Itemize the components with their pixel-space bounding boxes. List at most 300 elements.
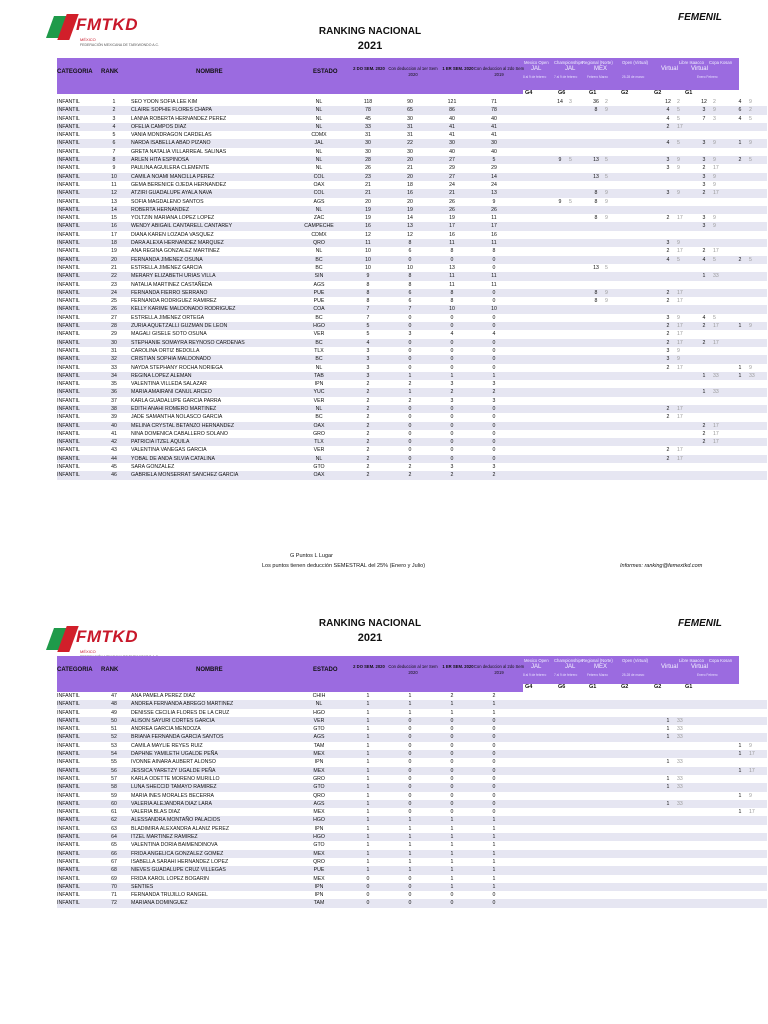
table-cell: [623, 767, 641, 775]
table-cell: CAMPECHE: [291, 222, 347, 230]
table-cell: 2: [659, 297, 677, 305]
spacer-cell: [515, 372, 551, 380]
table-cell: [623, 388, 641, 396]
table-cell: 3: [389, 330, 431, 338]
table-cell: CAMILA NOAMI MANCILLA PEREZ: [131, 173, 291, 181]
spacer-cell: [515, 98, 551, 106]
table-cell: [587, 825, 605, 833]
table-cell: [695, 305, 713, 313]
table-cell: [551, 247, 569, 255]
table-cell: DENISSE CECILIA FLORES DE LA CRUZ: [131, 709, 291, 717]
table-cell: 5: [749, 156, 767, 164]
table-cell: 1: [347, 725, 389, 733]
table-cell: [731, 783, 749, 791]
table-cell: [641, 264, 659, 272]
table-cell: [731, 189, 749, 197]
table-cell: [641, 816, 659, 824]
table-cell: 0: [473, 891, 515, 899]
table-cell: [605, 858, 623, 866]
table-cell: 50: [97, 717, 131, 725]
table-cell: FERNANDA RODRIGUEZ RAMIREZ: [131, 297, 291, 305]
table-row: [57, 858, 767, 866]
table-cell: CDMX: [291, 131, 347, 139]
spacer-cell: [515, 816, 551, 824]
table-cell: [587, 422, 605, 430]
table-cell: [641, 305, 659, 313]
table-cell: 11: [473, 272, 515, 280]
table-cell: 1: [731, 742, 749, 750]
table-cell: 3: [713, 115, 731, 123]
spacer-cell: [515, 247, 551, 255]
table-cell: 0: [389, 339, 431, 347]
table-cell: 8: [431, 289, 473, 297]
table-row: [57, 189, 767, 197]
table-row: [57, 264, 767, 272]
table-header: CATEGORIA RANK NOMBRE ESTADO 2 DO SEM. 2020 Con deduccion al 1er Sem 2020 1 ER SEM. 2020 Con deduccion al 2do Sem 2019 Mexico Open Championships Regional (Norte) Open (Virtual) Libre Isaacco Copa Kosan JAL JAL MEX Virtual Virtual 8 al 9 de febrero 7 al 9 de febrero Febrero Marzo 25-28 de marzo Enero Febrero: [57, 58, 739, 94]
table-cell: [587, 247, 605, 255]
table-cell: [749, 231, 767, 239]
table-cell: [623, 858, 641, 866]
table-cell: [605, 355, 623, 363]
table-cell: [749, 222, 767, 230]
table-cell: [731, 825, 749, 833]
grade-bar: G4 G6 G1 G2 G2 G1: [523, 90, 739, 98]
table-cell: 8: [587, 214, 605, 222]
table-cell: 6: [97, 139, 131, 147]
table-cell: [713, 131, 731, 139]
table-cell: [713, 792, 731, 800]
table-cell: [605, 438, 623, 446]
table-row: [57, 438, 767, 446]
table-cell: 1: [473, 709, 515, 717]
table-cell: INFANTIL: [57, 239, 97, 247]
table-cell: [731, 800, 749, 808]
table-cell: [569, 397, 587, 405]
spacer-cell: [515, 347, 551, 355]
table-cell: 0: [389, 792, 431, 800]
table-cell: VANIA MONDRAGON CARDELAS: [131, 131, 291, 139]
table-cell: CDMX: [291, 231, 347, 239]
table-cell: DARA ALEXA HERNANDEZ MARQUEZ: [131, 239, 291, 247]
table-cell: [749, 173, 767, 181]
table-cell: 0: [389, 783, 431, 791]
spacer-cell: [515, 692, 551, 700]
table-cell: [659, 397, 677, 405]
table-cell: 0: [389, 322, 431, 330]
table-cell: INFANTIL: [57, 372, 97, 380]
table-cell: [641, 206, 659, 214]
table-row: [57, 422, 767, 430]
table-cell: [569, 347, 587, 355]
table-cell: GEMA BERENICE OJEDA HERNANDEZ: [131, 181, 291, 189]
table-row: [57, 446, 767, 454]
table-cell: 17: [713, 430, 731, 438]
table-cell: 3: [659, 347, 677, 355]
table-cell: ATZIRI GUADALUPE AYALA NAVA: [131, 189, 291, 197]
table-cell: 1: [389, 858, 431, 866]
table-cell: MAGALI GISELE SOTO OSUNA: [131, 330, 291, 338]
table-cell: [623, 380, 641, 388]
table-cell: ALISON SAYURI CORTES GARCIA: [131, 717, 291, 725]
table-cell: [659, 272, 677, 280]
table-row: [57, 816, 767, 824]
ranking-page-2: [0, 612, 768, 1024]
table-cell: 2: [389, 380, 431, 388]
table-cell: INFANTIL: [57, 106, 97, 114]
spacer-cell: [515, 413, 551, 421]
table-cell: [677, 692, 695, 700]
table-cell: 0: [473, 783, 515, 791]
table-cell: [551, 833, 569, 841]
table-row: [57, 758, 767, 766]
table-cell: [623, 899, 641, 907]
table-cell: 65: [389, 106, 431, 114]
table-cell: [551, 372, 569, 380]
spacer-cell: [515, 792, 551, 800]
spacer-cell: [515, 206, 551, 214]
table-cell: [695, 808, 713, 816]
table-cell: [605, 131, 623, 139]
table-cell: 10: [347, 247, 389, 255]
table-cell: [641, 899, 659, 907]
table-cell: 2: [659, 214, 677, 222]
table-cell: MELINA CRYSTAL BETANZO HERNANDEZ: [131, 422, 291, 430]
table-cell: 0: [389, 438, 431, 446]
table-cell: 15: [97, 214, 131, 222]
table-cell: 2: [677, 98, 695, 106]
table-cell: [569, 733, 587, 741]
table-cell: 52: [97, 733, 131, 741]
table-cell: [569, 775, 587, 783]
table-cell: [659, 883, 677, 891]
table-cell: [605, 413, 623, 421]
table-cell: 0: [431, 422, 473, 430]
table-cell: 17: [749, 767, 767, 775]
table-cell: 3: [97, 115, 131, 123]
table-cell: 39: [97, 413, 131, 421]
spacer-cell: [515, 725, 551, 733]
table-cell: [749, 825, 767, 833]
table-cell: [551, 189, 569, 197]
table-cell: 2: [473, 471, 515, 479]
table-cell: 3: [347, 347, 389, 355]
table-cell: [677, 173, 695, 181]
table-cell: 66: [97, 850, 131, 858]
table-cell: [749, 239, 767, 247]
table-cell: [623, 463, 641, 471]
table-cell: 13: [389, 222, 431, 230]
table-row: [57, 833, 767, 841]
table-cell: INFANTIL: [57, 264, 97, 272]
table-cell: [623, 816, 641, 824]
table-cell: [695, 281, 713, 289]
table-cell: [551, 364, 569, 372]
table-cell: 17: [713, 438, 731, 446]
table-cell: [623, 314, 641, 322]
table-cell: NL: [291, 206, 347, 214]
table-cell: [659, 841, 677, 849]
table-cell: 19: [347, 214, 389, 222]
table-cell: [605, 709, 623, 717]
spacer-cell: [515, 115, 551, 123]
table-cell: 30: [97, 339, 131, 347]
table-cell: 1: [431, 866, 473, 874]
table-cell: [569, 364, 587, 372]
table-row: [57, 206, 767, 214]
table-cell: [749, 189, 767, 197]
table-row: [57, 173, 767, 181]
table-cell: 2: [347, 471, 389, 479]
table-cell: [623, 164, 641, 172]
table-cell: INFANTIL: [57, 256, 97, 264]
table-cell: DIANA KAREN LOZADA VASQUEZ: [131, 231, 291, 239]
table-cell: [623, 231, 641, 239]
table-cell: 13: [431, 264, 473, 272]
table-cell: 0: [389, 875, 431, 883]
table-cell: [731, 850, 749, 858]
table-cell: [605, 231, 623, 239]
table-cell: 8: [97, 156, 131, 164]
spacer-cell: [515, 800, 551, 808]
table-cell: INFANTIL: [57, 422, 97, 430]
table-cell: [731, 355, 749, 363]
table-cell: [605, 899, 623, 907]
table-cell: GRO: [291, 775, 347, 783]
table-cell: [641, 322, 659, 330]
table-cell: [713, 198, 731, 206]
spacer-cell: [515, 775, 551, 783]
table-cell: MEX: [291, 875, 347, 883]
table-cell: [605, 256, 623, 264]
table-cell: 31: [97, 347, 131, 355]
table-cell: [695, 700, 713, 708]
table-cell: STEPHANIE SOMAYRA REYNOSO CARDENAS: [131, 339, 291, 347]
table-row: [57, 388, 767, 396]
table-row: [57, 463, 767, 471]
table-cell: [641, 783, 659, 791]
table-cell: [749, 833, 767, 841]
table-cell: 31: [347, 131, 389, 139]
table-row: [57, 792, 767, 800]
table-cell: [731, 123, 749, 131]
table-cell: 9: [677, 355, 695, 363]
table-cell: 0: [389, 758, 431, 766]
table-cell: 0: [431, 347, 473, 355]
table-cell: [551, 272, 569, 280]
table-cell: [695, 347, 713, 355]
table-cell: [587, 725, 605, 733]
table-cell: 1: [473, 850, 515, 858]
table-cell: INFANTIL: [57, 388, 97, 396]
table-cell: KARLA ODETTE MORENO MURILLO: [131, 775, 291, 783]
table-cell: [731, 692, 749, 700]
table-cell: 4: [695, 314, 713, 322]
table-cell: 33: [677, 783, 695, 791]
table-cell: [677, 808, 695, 816]
table-cell: NINA DOMENICA CABALLERO SOLANO: [131, 430, 291, 438]
table-cell: 26: [431, 198, 473, 206]
table-cell: [695, 767, 713, 775]
table-cell: [749, 733, 767, 741]
spacer-cell: [515, 181, 551, 189]
table-cell: [623, 883, 641, 891]
table-cell: 17: [677, 214, 695, 222]
table-cell: 2: [695, 430, 713, 438]
table-cell: 6: [731, 106, 749, 114]
table-cell: [551, 841, 569, 849]
table-cell: [749, 380, 767, 388]
table-cell: 5: [473, 156, 515, 164]
table-cell: 5: [677, 115, 695, 123]
table-cell: [749, 131, 767, 139]
table-cell: 17: [97, 231, 131, 239]
table-cell: 1: [473, 841, 515, 849]
table-cell: [713, 206, 731, 214]
table-cell: [551, 397, 569, 405]
table-cell: TAB: [291, 372, 347, 380]
table-cell: [551, 355, 569, 363]
table-cell: 5: [677, 106, 695, 114]
table-cell: [623, 455, 641, 463]
table-row: [57, 297, 767, 305]
table-cell: [605, 115, 623, 123]
table-cell: [551, 430, 569, 438]
table-cell: [713, 413, 731, 421]
table-cell: [605, 422, 623, 430]
table-cell: 9: [97, 164, 131, 172]
table-row: [57, 700, 767, 708]
table-cell: [605, 767, 623, 775]
table-cell: 1: [347, 767, 389, 775]
table-cell: 8: [389, 239, 431, 247]
table-cell: 13: [97, 198, 131, 206]
table-cell: [551, 783, 569, 791]
table-cell: [731, 438, 749, 446]
spacer-cell: [515, 380, 551, 388]
table-cell: [623, 330, 641, 338]
table-cell: 37: [97, 397, 131, 405]
table-cell: [569, 314, 587, 322]
table-cell: 10: [347, 256, 389, 264]
table-cell: CAMILA MAYLIE REYES RUIZ: [131, 742, 291, 750]
table-cell: 41: [473, 131, 515, 139]
table-cell: 49: [97, 709, 131, 717]
table-cell: [569, 413, 587, 421]
table-cell: [749, 875, 767, 883]
table-cell: [695, 875, 713, 883]
table-cell: [749, 272, 767, 280]
table-cell: [605, 206, 623, 214]
table-cell: [551, 222, 569, 230]
table-cell: [695, 463, 713, 471]
table-cell: 4: [731, 115, 749, 123]
table-cell: [569, 289, 587, 297]
table-cell: [713, 899, 731, 907]
table-cell: [713, 883, 731, 891]
table-cell: VALENTINA VILLEDA SALAZAR: [131, 380, 291, 388]
table-cell: 10: [431, 305, 473, 313]
table-cell: [551, 883, 569, 891]
table-cell: [641, 455, 659, 463]
table-cell: INFANTIL: [57, 355, 97, 363]
spacer-cell: [515, 123, 551, 131]
table-cell: INFANTIL: [57, 700, 97, 708]
page-title: RANKING NACIONAL 2021: [318, 26, 422, 52]
table-cell: [749, 700, 767, 708]
table-cell: 62: [97, 816, 131, 824]
table-cell: 1: [695, 372, 713, 380]
table-cell: [677, 305, 695, 313]
table-cell: [731, 717, 749, 725]
table-cell: 9: [713, 173, 731, 181]
table-row: [57, 875, 767, 883]
table-cell: 8: [473, 247, 515, 255]
table-cell: [713, 364, 731, 372]
table-cell: 90: [389, 98, 431, 106]
table-row: [57, 239, 767, 247]
table-cell: [659, 742, 677, 750]
table-header: CATEGORIA RANK NOMBRE ESTADO 2 DO SEM. 2020 Con deduccion al 1er Sem 2020 1 ER SEM. 2020 Con deduccion al 2do Sem 2019 Mexico Open Championships Regional (Norte) Open (Virtual) Libre Isaacco Copa Kosan JAL JAL MEX Virtual Virtual 8 al 9 de febrero 7 al 9 de febrero Febrero Marzo 25-28 de marzo Enero Febrero: [57, 656, 739, 692]
table-cell: 17: [713, 247, 731, 255]
table-cell: [659, 173, 677, 181]
table-cell: 0: [389, 899, 431, 907]
table-cell: 2: [695, 339, 713, 347]
table-cell: MARIANA DOMINGUEZ: [131, 899, 291, 907]
table-cell: [713, 858, 731, 866]
table-cell: [605, 364, 623, 372]
table-cell: PUE: [291, 289, 347, 297]
table-cell: [713, 875, 731, 883]
table-cell: [641, 742, 659, 750]
table-cell: 3: [695, 222, 713, 230]
table-cell: [641, 866, 659, 874]
table-cell: [569, 899, 587, 907]
table-cell: 1: [347, 800, 389, 808]
table-cell: 3: [659, 189, 677, 197]
table-cell: [623, 156, 641, 164]
table-cell: [605, 792, 623, 800]
table-cell: 1: [473, 875, 515, 883]
spacer-cell: [515, 272, 551, 280]
table-cell: [677, 181, 695, 189]
table-cell: [749, 422, 767, 430]
spacer-cell: [515, 355, 551, 363]
table-cell: [677, 131, 695, 139]
table-cell: [659, 767, 677, 775]
table-cell: NL: [291, 164, 347, 172]
table-cell: 1: [389, 816, 431, 824]
table-cell: VER: [291, 397, 347, 405]
table-cell: [659, 281, 677, 289]
table-cell: [695, 148, 713, 156]
table-cell: [641, 173, 659, 181]
table-cell: YUC: [291, 388, 347, 396]
table-cell: 0: [431, 717, 473, 725]
spacer-cell: [515, 866, 551, 874]
table-cell: 20: [389, 156, 431, 164]
table-cell: 16: [97, 222, 131, 230]
table-cell: GABRIELA MONSERRAT SANCHEZ GARCIA: [131, 471, 291, 479]
table-cell: 1: [731, 808, 749, 816]
table-row: [57, 725, 767, 733]
table-cell: 12: [97, 189, 131, 197]
table-cell: [731, 214, 749, 222]
table-cell: 0: [473, 314, 515, 322]
spacer-cell: [515, 891, 551, 899]
table-cell: [695, 792, 713, 800]
table-cell: IPN: [291, 380, 347, 388]
table-cell: [641, 131, 659, 139]
